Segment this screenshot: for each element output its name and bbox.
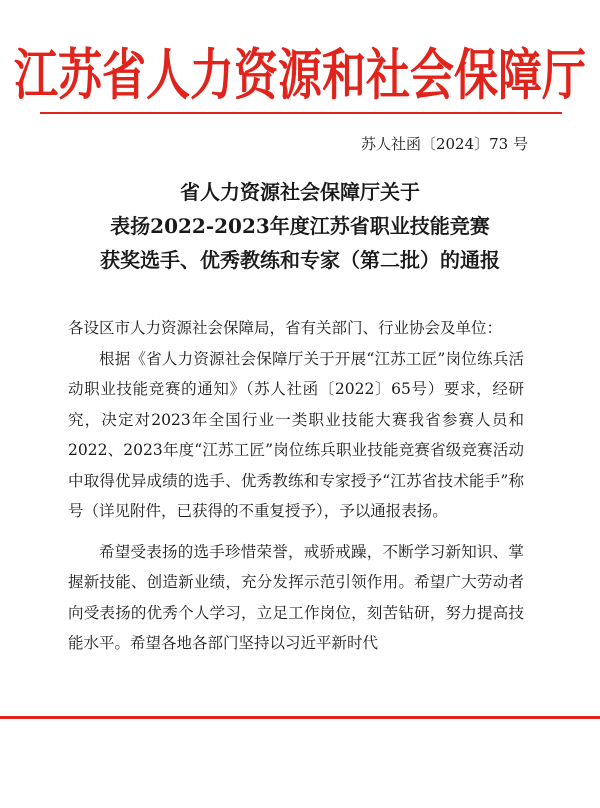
document-title: [0, 175, 600, 277]
body-paragraph-1: 根据《省人力资源社会保障厅关于开展“江苏工匠”岗位练兵活动职业技能竞赛的通知》（苏人社函〔2022〕65号）要求，经研究，决定对2023年全国行业一类职业技能大赛我省参赛人员和2022、2023年度“江苏工匠”岗位练兵职业技能竞赛省级竞赛活动中取得优异成绩的选手、优秀教练和专家授予“江苏省技术能手”称号（详见附件，已获得的不重复授予），予以通报表扬。: [68, 349, 524, 520]
title-line-1: 省人力资源社会保障厅关于: [180, 180, 420, 204]
document-body: [68, 313, 524, 659]
title-line-3: 获奖选手、优秀教练和专家（第二批）的通报: [100, 248, 500, 272]
title-line-2: 表扬2022-2023年度江苏省职业技能竞赛: [110, 214, 490, 238]
header-red-rule: [40, 112, 562, 114]
body-paragraph-2: 希望受表扬的选手珍惜荣誉，戒骄戒躁，不断学习新知识、掌握新技能、创造新业绩，充分发挥示范引领作用。希望广大劳动者向受表扬的优秀个人学习，立足工作岗位，刻苦钻研，努力提高技能水平。希望各地各部门坚持以习近平新时代: [68, 542, 524, 652]
document-number: 苏人社函〔2024〕73 号: [360, 135, 528, 153]
agency-header-title: 江苏省人力资源和社会保障厅: [14, 43, 586, 108]
footer-red-rule: [0, 716, 600, 719]
salutation: 各设区市人力资源社会保障局，省有关部门、行业协会及单位：: [68, 319, 503, 337]
